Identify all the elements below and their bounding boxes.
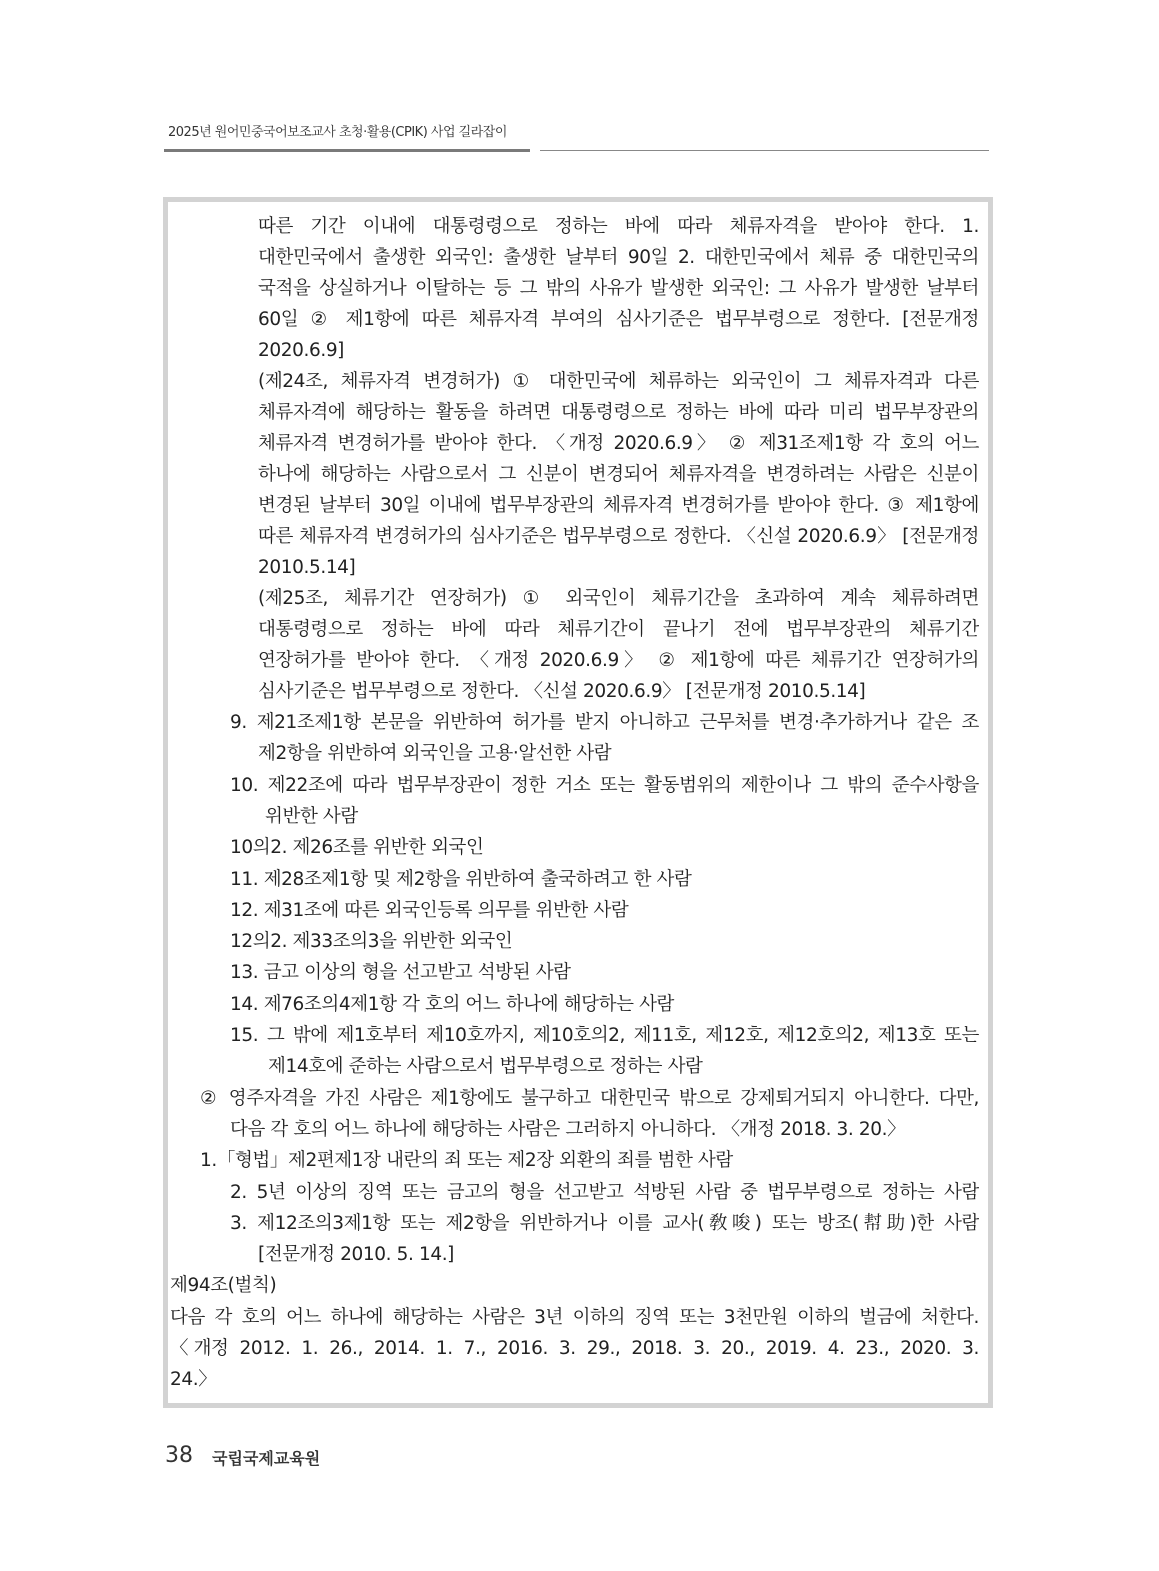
text-line: 13. 금고 이상의 형을 선고받고 석방된 사람 [230, 962, 571, 984]
text-line: 대통령령으로 정하는 바에 따라 체류기간이 끝나기 전에 법무부장관의 체류기간 [258, 619, 979, 640]
text-line: 2010.5.14] [258, 557, 356, 578]
text-line: ② 영주자격을 가진 사람은 제1항에도 불구하고 대한민국 밖으로 강제퇴거되지 아니한다. 다만, [200, 1087, 979, 1109]
text-line: 3. 제12조의3제1항 또는 제2항을 위반하거나 이를 교사(敎唆) 또는 방조(幇助)한 사람 [230, 1212, 979, 1234]
text-line: 제94조(벌칙) [170, 1275, 277, 1297]
text-line: 제2항을 위반하여 외국인을 고용·알선한 사람 [258, 743, 612, 765]
text-line: 2. 5년 이상의 징역 또는 금고의 형을 선고받고 석방된 사람 중 법무부령으로 정하는 사람 [230, 1181, 979, 1203]
text-line: 11. 제28조제1항 및 제2항을 위반하여 출국하려고 한 사람 [230, 868, 692, 890]
running-header-title: 2025년 원어민중국어보조교사 초청·활용(CPIK) 사업 길라잡이 [168, 125, 507, 140]
text-line: 따른 체류자격 변경허가의 심사기준은 법무부령으로 정한다. 〈신설 2020.6.9〉 [전문개정 [258, 526, 979, 547]
text-line: 다음 각 호의 어느 하나에 해당하는 사람은 3년 이하의 징역 또는 3천만원 이하의 벌금에 처한다. [170, 1306, 979, 1328]
text-line: 14. 제76조의4제1항 각 호의 어느 하나에 해당하는 사람 [230, 993, 675, 1015]
text-line: (제25조, 체류기간 연장허가) ① 외국인이 체류기간을 초과하여 계속 체류하려면 [258, 588, 979, 609]
footer-organization: 국립국제교육원 [212, 1449, 321, 1468]
text-line: 2020.6.9] [258, 340, 345, 361]
text-line: 체류자격에 해당하는 활동을 하려면 대통령령으로 정하는 바에 따라 미리 법무부장관의 [258, 402, 979, 423]
text-line: 24.〉 [170, 1368, 217, 1390]
text-line: 15. 그 밖에 제1호부터 제10호까지, 제10호의2, 제11호, 제12호, 제12호의2, 제13호 또는 [230, 1025, 979, 1046]
text-line: 1.「형법」제2편제1장 내란의 죄 또는 제2장 외환의 죄를 범한 사람 [200, 1150, 733, 1172]
text-line: 12. 제31조에 따른 외국인등록 의무를 위반한 사람 [230, 899, 629, 921]
text-line: 10. 제22조에 따라 법무부장관이 정한 거소 또는 활동범위의 제한이나 그 밖의 준수사항을 [230, 774, 979, 796]
text-line: (제24조, 체류자격 변경허가) ① 대한민국에 체류하는 외국인이 그 체류자격과 다른 [258, 371, 979, 392]
text-line: [전문개정 2010. 5. 14.] [258, 1244, 454, 1266]
header-rule-thick [164, 149, 530, 152]
text-line: 하나에 해당하는 사람으로서 그 신분이 변경되어 체류자격을 변경하려는 사람은 신분이 [258, 464, 979, 485]
text-line: 위반한 사람 [265, 805, 358, 827]
text-line: 대한민국에서 출생한 외국인: 출생한 날부터 90일 2. 대한민국에서 체류 중 대한민국의 [258, 247, 979, 268]
text-line: 연장허가를 받아야 한다. 〈개정 2020.6.9〉 ② 제1항에 따른 체류기간 연장허가의 [258, 650, 979, 671]
text-line: 9. 제21조제1항 본문을 위반하여 허가를 받지 아니하고 근무처를 변경·추가하거나 같은 조 [230, 712, 979, 733]
text-line: 12의2. 제33조의3을 위반한 외국인 [230, 931, 513, 953]
page-number: 38 [165, 1443, 193, 1468]
text-line: 따른 기간 이내에 대통령령으로 정하는 바에 따라 체류자격을 받아야 한다. 1. [258, 216, 979, 237]
text-line: 10의2. 제26조를 위반한 외국인 [230, 837, 484, 859]
text-line: 〈개정 2012. 1. 26., 2014. 1. 7., 2016. 3. 29., 2018. 3. 20., 2019. 4. 23., 2020. 3. [170, 1337, 979, 1359]
header-rule-thin [540, 150, 989, 151]
text-line: 국적을 상실하거나 이탈하는 등 그 밖의 사유가 발생한 외국인: 그 사유가 발생한 날부터 [258, 278, 979, 299]
text-line: 심사기준은 법무부령으로 정한다. 〈신설 2020.6.9〉 [전문개정 2010.5.14] [258, 681, 866, 702]
text-line: 변경된 날부터 30일 이내에 법무부장관의 체류자격 변경허가를 받아야 한다. ③ 제1항에 [258, 495, 979, 516]
text-line: 체류자격 변경허가를 받아야 한다. 〈개정 2020.6.9〉 ② 제31조제1항 각 호의 어느 [258, 433, 979, 454]
text-line: 60일 ② 제1항에 따른 체류자격 부여의 심사기준은 법무부령으로 정한다. [전문개정 [258, 309, 979, 330]
text-line: 제14호에 준하는 사람으로서 법무부령으로 정하는 사람 [268, 1056, 703, 1078]
text-line: 다음 각 호의 어느 하나에 해당하는 사람은 그러하지 아니하다. 〈개정 2018. 3. 20.〉 [230, 1118, 906, 1140]
